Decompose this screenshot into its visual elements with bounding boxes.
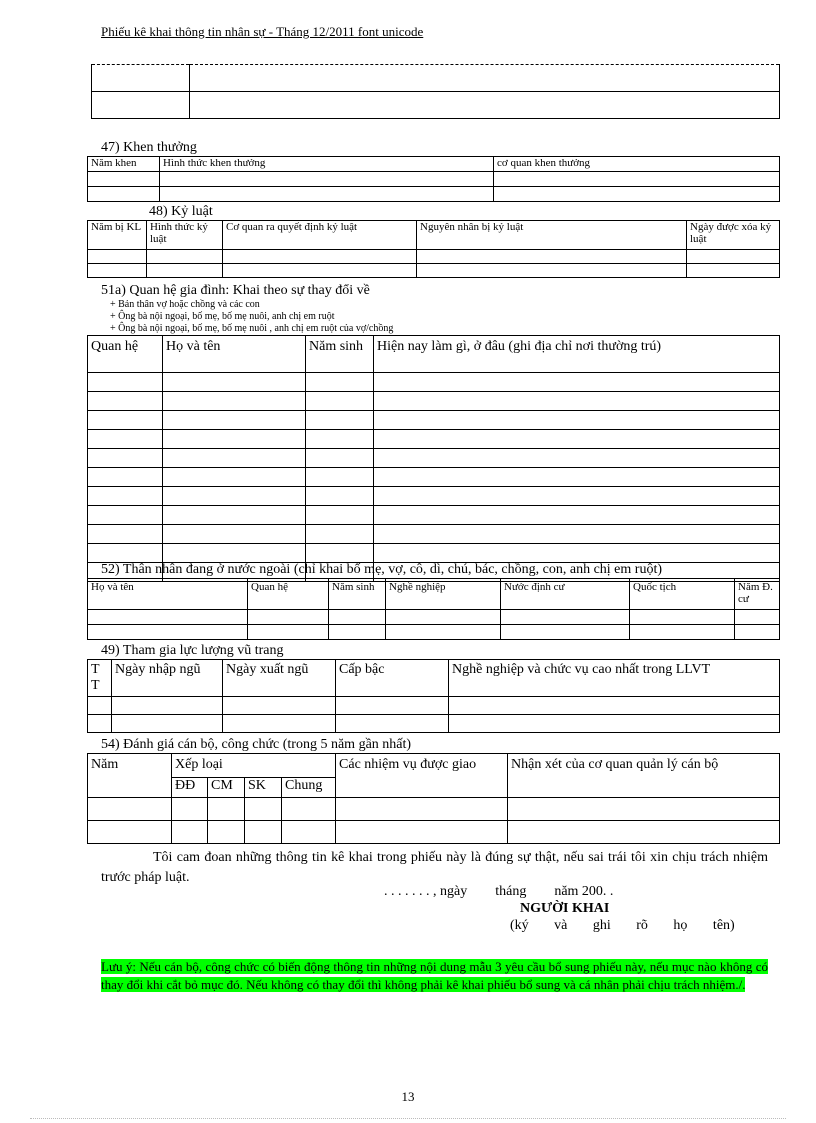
- table-cell: [735, 625, 780, 640]
- col-header: Ngày được xóa kỷ luật: [687, 221, 780, 250]
- table-cell: [417, 250, 687, 264]
- table-cell: [88, 715, 112, 733]
- table-cell: [306, 430, 374, 449]
- col-header: Ngày nhập ngũ: [112, 660, 223, 697]
- table-cell: [417, 264, 687, 278]
- table-cell: [306, 525, 374, 544]
- table-cell: [88, 449, 163, 468]
- col-header: Cơ quan ra quyết định kỷ luật: [223, 221, 417, 250]
- table-cell: [88, 525, 163, 544]
- col-header: Quan hệ: [88, 336, 163, 373]
- table-cell: [386, 625, 501, 640]
- col-header: Quốc tịch: [630, 579, 735, 610]
- table-cell: [374, 392, 780, 411]
- table-cell: [88, 468, 163, 487]
- col-header: cơ quan khen thưởng: [494, 157, 780, 172]
- table-cell: [147, 250, 223, 264]
- section-52-title: 52) Thân nhân đang ở nước ngoài (chỉ khai bố mẹ, vợ, cô, dì, chú, bác, chồng, con, anh chị em ruột): [101, 562, 662, 577]
- table-cell: [374, 468, 780, 487]
- table-cell: [306, 487, 374, 506]
- col-header: Họ và tên: [163, 336, 306, 373]
- awards-table: [87, 156, 780, 202]
- table-cell: [223, 250, 417, 264]
- table-cell: [163, 411, 306, 430]
- subcol-header: CM: [208, 778, 245, 798]
- col-header: Năm sinh: [329, 579, 386, 610]
- table-cell: [449, 715, 780, 733]
- table-cell: [88, 625, 248, 640]
- family-bullet: + Ông bà nội ngoại, bố mẹ, bố mẹ nuôi, anh chị em ruột: [110, 311, 335, 322]
- col-header: Xếp loại: [172, 754, 336, 778]
- table-cell: [248, 625, 329, 640]
- table-cell: [208, 798, 245, 821]
- subcol-header: SK: [245, 778, 282, 798]
- signer-instruction: (ký và ghi rõ họ tên): [510, 918, 735, 933]
- page-number: 13: [401, 1089, 415, 1104]
- col-header: Nhận xét của cơ quan quản lý cán bộ: [508, 754, 780, 798]
- table-cell: [630, 610, 735, 625]
- table-cell: [163, 506, 306, 525]
- table-cell: [163, 525, 306, 544]
- date-line: . . . . . . . , ngày tháng năm 200. .: [384, 884, 614, 899]
- table-cell: [494, 187, 780, 202]
- col-header: Các nhiệm vụ được giao: [336, 754, 508, 798]
- table-cell: [147, 264, 223, 278]
- col-header: Năm khen: [88, 157, 160, 172]
- table-cell: [163, 468, 306, 487]
- table-cell: [306, 544, 374, 563]
- col-header: Nghề nghiệp: [386, 579, 501, 610]
- table-cell: [282, 798, 336, 821]
- table-cell: [306, 392, 374, 411]
- table-cell: [163, 373, 306, 392]
- table-cell: [449, 697, 780, 715]
- table-cell: [160, 172, 494, 187]
- section-54-title: 54) Đánh giá cán bộ, công chức (trong 5 năm gần nhất): [101, 737, 412, 752]
- table-cell: [374, 411, 780, 430]
- table-cell: [306, 411, 374, 430]
- table-cell: [88, 610, 248, 625]
- table-cell: [190, 65, 780, 92]
- table-cell: [88, 506, 163, 525]
- table-cell: [687, 250, 780, 264]
- table-cell: [374, 506, 780, 525]
- table-cell: [88, 487, 163, 506]
- col-header: Năm bị KL: [88, 221, 147, 250]
- section-51a-title: 51a) Quan hệ gia đình: Khai theo sự thay đổi về: [101, 283, 370, 298]
- family-bullet: + Ông bà nội ngoại, bố mẹ, bố mẹ nuôi , anh chị em ruột của vợ/chồng: [110, 323, 394, 334]
- table-cell: [386, 610, 501, 625]
- table-cell: [163, 449, 306, 468]
- table-cell: [88, 798, 172, 821]
- table-cell: [329, 625, 386, 640]
- col-header: Hình thức kỷ luật: [147, 221, 223, 250]
- table-cell: [88, 373, 163, 392]
- table-cell: [374, 544, 780, 563]
- table-cell: [88, 392, 163, 411]
- table-cell: [88, 264, 147, 278]
- family-table: [87, 335, 780, 582]
- table-cell: [163, 487, 306, 506]
- col-header: Nguyên nhân bị kỷ luật: [417, 221, 687, 250]
- table-cell: [160, 187, 494, 202]
- overseas-relatives-table: [87, 578, 780, 640]
- section-49-title: 49) Tham gia lực lượng vũ trang: [101, 643, 284, 658]
- col-header: Nước định cư: [501, 579, 630, 610]
- table-cell: [306, 373, 374, 392]
- col-header: Hiện nay làm gì, ở đâu (ghi địa chỉ nơi thường trú): [374, 336, 780, 373]
- table-cell: [88, 250, 147, 264]
- table-cell: [494, 172, 780, 187]
- col-header: Năm: [88, 754, 172, 798]
- table-cell: [88, 430, 163, 449]
- col-header: Cấp bậc: [336, 660, 449, 697]
- table-cell: [306, 449, 374, 468]
- table-cell: [88, 697, 112, 715]
- table-cell: [190, 92, 780, 119]
- col-header: Nghề nghiệp và chức vụ cao nhất trong LLVT: [449, 660, 780, 697]
- table-cell: [374, 487, 780, 506]
- table-cell: [112, 697, 223, 715]
- page-bottom-divider: [30, 1118, 786, 1119]
- table-cell: [88, 187, 160, 202]
- table-cell: [172, 798, 208, 821]
- table-cell: [163, 392, 306, 411]
- table-cell: [374, 373, 780, 392]
- table-cell: [329, 610, 386, 625]
- table-cell: [248, 610, 329, 625]
- table-cell: [508, 798, 780, 821]
- subcol-header: Chung: [282, 778, 336, 798]
- table-cell: [92, 92, 190, 119]
- table-cell: [306, 468, 374, 487]
- armed-forces-table: [87, 659, 780, 733]
- table-cell: [208, 821, 245, 844]
- table-cell: [374, 449, 780, 468]
- table-cell: [306, 506, 374, 525]
- table-cell: [336, 697, 449, 715]
- table-cell: [501, 625, 630, 640]
- table-cell: [501, 610, 630, 625]
- subcol-header: ĐĐ: [172, 778, 208, 798]
- table-cell: [336, 821, 508, 844]
- table-cell: [88, 544, 163, 563]
- table-cell: [630, 625, 735, 640]
- table-cell: [336, 715, 449, 733]
- table-cell: [223, 715, 336, 733]
- table-cell: [223, 697, 336, 715]
- table-cell: [374, 430, 780, 449]
- col-header: Ngày xuất ngũ: [223, 660, 336, 697]
- table-cell: [92, 65, 190, 92]
- table-cell: [374, 525, 780, 544]
- commitment-text: Tôi cam đoan những thông tin kê khai trong phiếu này là đúng sự thật, nếu sai trái tôi xin chịu trách nhiệm trước pháp luật.: [101, 850, 768, 885]
- table-cell: [687, 264, 780, 278]
- family-bullet: + Bản thân vợ hoặc chồng và các con: [110, 299, 260, 310]
- table-cell: [163, 544, 306, 563]
- note-highlight: Lưu ý: Nếu cán bộ, công chức có biến động thông tin những nội dung mẫu 3 yêu cầu bổ sung phiếu này, nếu mục nào không có thay đổi khi cắt bỏ mục đó. Nếu không có thay đổi thì không phải kê khai phiếu bổ sung và cá nhân phải chịu trách nhiệm./.: [101, 959, 768, 992]
- evaluation-table: [87, 753, 780, 844]
- discipline-table: [87, 220, 780, 278]
- col-header: Quan hệ: [248, 579, 329, 610]
- section-47-title: 47) Khen thưởng: [101, 140, 197, 155]
- table-cell: [88, 172, 160, 187]
- col-header: Hình thức khen thưởng: [160, 157, 494, 172]
- table-cell: [223, 264, 417, 278]
- table-cell: [245, 821, 282, 844]
- page-header-title: Phiếu kê khai thông tin nhân sự - Tháng 12/2011 font unicode: [101, 24, 424, 39]
- table-cell: [336, 798, 508, 821]
- table-cell: [172, 821, 208, 844]
- table-cell: [88, 411, 163, 430]
- table-cell: [163, 430, 306, 449]
- table-cell: [735, 610, 780, 625]
- table-cell: [245, 798, 282, 821]
- table-cell: [88, 821, 172, 844]
- col-header: Năm Đ. cư: [735, 579, 780, 610]
- signer-title: NGƯỜI KHAI: [520, 901, 610, 916]
- table-cell: [112, 715, 223, 733]
- col-header: TT: [88, 660, 112, 697]
- table-cell: [508, 821, 780, 844]
- table-cell: [282, 821, 336, 844]
- continuation-table: [91, 64, 780, 119]
- col-header: Họ và tên: [88, 579, 248, 610]
- section-48-title: 48) Kỷ luật: [149, 204, 213, 219]
- col-header: Năm sinh: [306, 336, 374, 373]
- note-text: [101, 958, 768, 994]
